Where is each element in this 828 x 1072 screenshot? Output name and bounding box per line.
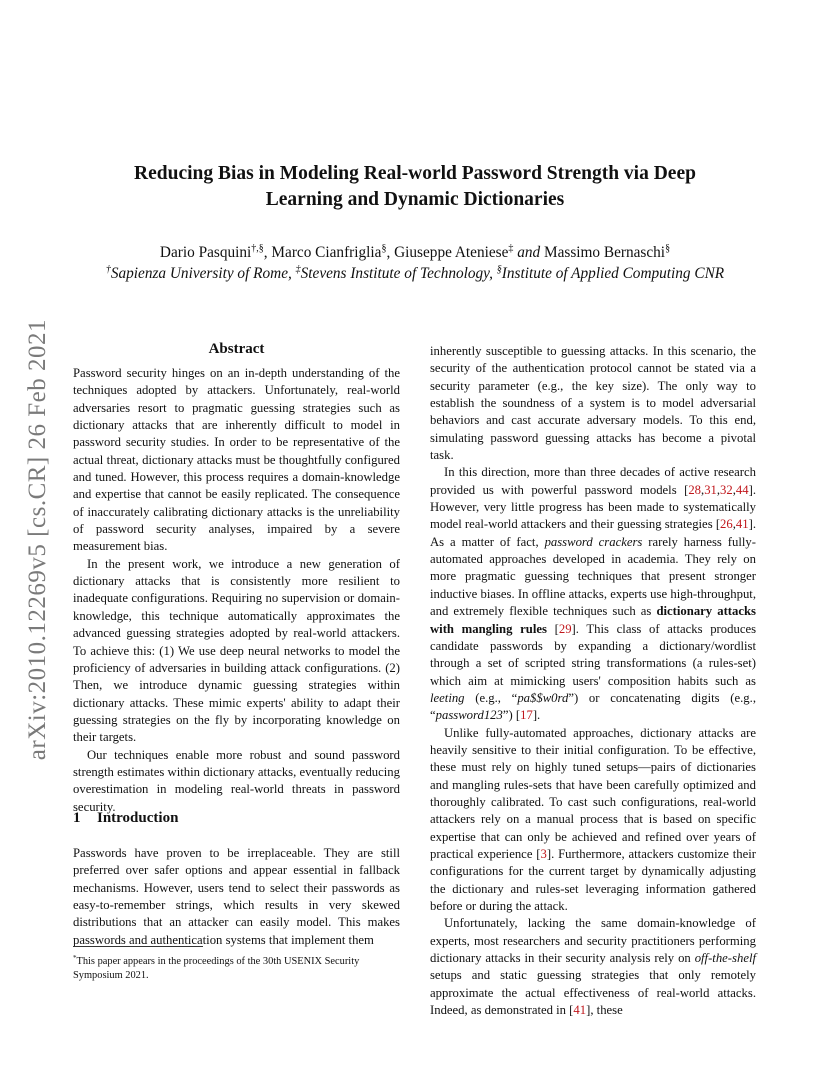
- italic-term: password123: [435, 708, 503, 723]
- body-paragraph: [430, 915, 756, 1019]
- body-paragraph: [430, 725, 756, 916]
- abstract-paragraph: In the present work, we introduce a new generation of dictionary attacks that is consistently more resilient to inadequate configurations. Requiring no supervision or domain-knowledge, this technique automatically approximates the advanced guessing strategies adopted by real-world attackers. To achieve this: (1) We use deep neural networks to model the proficiency of adversaries in building attack configurations. (2) Then, we introduce dynamic guessing strategies within dictionary attacks. These mimic experts' ability to adapt their guessing strategies on the fly by incorporating knowledge on their targets.: [73, 556, 400, 745]
- affil-mark: ‡: [295, 264, 301, 275]
- text-run: In this direction, more than three decades of active research provided us with powerful password models [: [430, 465, 756, 497]
- affiliation: Sapienza University of Rome,: [110, 265, 296, 282]
- body-paragraph: inherently susceptible to guessing attacks. In this scenario, the security of the authentication protocol cannot be stated via a security parameter (e.g., the key size). The only way to establish the soundness of a system is to model adversarial behaviors and cast accurate adversary models. To this end, simulating password guessing attacks has become a pivotal task.: [430, 344, 756, 463]
- citation-link[interactable]: 31: [704, 482, 717, 497]
- introduction-body: [73, 845, 400, 949]
- intro-paragraph: Passwords have proven to be irreplaceable. They are still preferred over safer options and appear essential in fallback mechanisms. However, users tend to select their passwords as easy-to-remember strings, which results in very skewed distributions that an attacker can easily model. This makes passwords and authentication systems that implement them: [73, 846, 400, 947]
- citation-link[interactable]: 41: [573, 1003, 587, 1018]
- abstract-body: [73, 365, 400, 816]
- abstract-paragraph: Password security hinges on an in-depth understanding of the techniques adopted by attackers. Unfortunately, real-world adversaries resort to pragmatic guessing strategies such as dictionary attacks that are inherently difficult to model in password security studies. In order to be representative of the actual threat, dictionary attacks must be thoughtfully configured and tuned. However, this process requires a domain-knowledge and expertise that cannot be easily replicated. The consequence of inaccurately calibrating dictionary attacks is the unreliability of password security analyses, impaired by a severe measurement bias.: [73, 366, 400, 554]
- italic-term: password crackers: [544, 534, 643, 549]
- bold-term: dictionary attacks with mangling rules: [430, 604, 756, 636]
- footnote-rule: [73, 946, 203, 947]
- citation-link[interactable]: 29: [558, 621, 572, 636]
- text-run: ]. This class of attacks produces candidate passwords by expanding a dictionary/wordlist through a set of scripted string transformations (a rules-set) which aim at mimicking users' composition habits such as: [430, 621, 757, 688]
- text-run: Unfortunately, lacking the same domain-knowledge of experts, most researchers and security practitioners performing dictionary attacks in their security analysis rely on: [430, 916, 756, 966]
- arxiv-stamp: [16, 290, 60, 790]
- text-run: ]. Furthermore, attackers customize their configurations for the current target by dynamically adjusting the dictionary and rules-set leveraging information gathered before or during the attack.: [430, 846, 756, 913]
- author-name: Dario Pasquini: [159, 244, 252, 261]
- author-affil-mark: §: [381, 243, 387, 254]
- italic-term: off-the-shelf: [694, 951, 756, 966]
- abstract-heading: Abstract: [208, 341, 265, 357]
- citation-link[interactable]: 32: [720, 482, 733, 497]
- affil-mark: §: [496, 264, 502, 275]
- author-affil-mark: §: [665, 243, 671, 254]
- text-run: ].: [532, 708, 541, 723]
- citation-link[interactable]: 28: [688, 482, 702, 497]
- body-paragraph: In this direction, more than three decades of active research provided us with powerful password models [28,31,32,44]. However, very little progress has been made to systematically model real-world attackers and their guessing strategies [26,41]. As a matter of fact, password crackers rarely harness fully-automated approaches developed in academia. They rely on more pragmatic guessing techniques that present stronger inductive biases. In offline attacks, experts use high-throughput, and extremely flexible techniques such as dictionary attacks with mangling rules [29]. This class of attacks produces candidate passwords by expanding a dictionary/wordlist through a set of scripted string transformations (a rules-set) which aim at mimicking users' composition habits such as leeting (e.g., “pa$$w0rd”) or concatenating digits (e.g., “password123”) [17].: [430, 465, 757, 723]
- citation-link[interactable]: 44: [735, 482, 749, 497]
- italic-term: pa$$w0rd: [517, 690, 569, 705]
- author-name: Massimo Bernaschi: [543, 244, 666, 261]
- affiliation-line: [60, 264, 770, 284]
- footnote: [73, 952, 400, 982]
- author-affil-mark: †,§: [251, 243, 264, 254]
- affiliation: Stevens Institute of Technology,: [300, 265, 497, 282]
- text-run: rarely harness fully-automated approaches developed in academia. They rely on more pragmatic guessing techniques that present stronger inductive biases. In offline attacks, experts use high-throughput, and extremely flexible techniques such as: [430, 534, 756, 619]
- author-conjunction: and: [513, 244, 544, 261]
- section-title: Introduction: [97, 810, 179, 826]
- abstract-paragraph: Our techniques enable more robust and sound password strength estimates within dictionary attacks, eventually reducing overestimation in modeling real-world threats in password security.: [73, 747, 400, 814]
- text-run: ”) or concatenating digits (e.g., “: [430, 690, 756, 723]
- text-run: (e.g., “: [464, 690, 518, 705]
- citation-link[interactable]: 26: [720, 517, 733, 532]
- affiliation: Institute of Applied Computing CNR: [501, 265, 725, 282]
- affil-mark: †: [105, 264, 111, 275]
- text-run: setups and static guessing strategies that only remotely approximate the actual effectiveness of real-world attacks. Indeed, as demonstrated in [: [430, 968, 756, 1018]
- footnote-text: This paper appears in the proceedings of the 30th USENIX Security Symposium 2021.: [73, 956, 360, 981]
- author-line: [80, 243, 750, 263]
- text-run: Unlike fully-automated approaches, dictionary attacks are heavily sensitive to their initial configuration. To be effective, these must rely on highly tuned setups—pairs of dictionaries and mangling rules-sets that have been carefully optimized and thoroughly calibrated. To cast such configurations, real-world attackers rely on a manual process that is based on specific expertise that can only be achieved and refined over years of practical experience [: [430, 725, 756, 861]
- paper-title: Reducing Bias in Modeling Real-world Password Strength via Deep Learning and Dynamic Dictionaries: [134, 163, 696, 210]
- text-run: ], these: [586, 1003, 623, 1018]
- author-name: , Giuseppe Ateniese: [386, 244, 509, 261]
- text-run: [: [546, 621, 559, 636]
- section-heading-introduction: [73, 810, 178, 827]
- italic-term: leeting: [430, 690, 465, 705]
- section-number: 1: [73, 810, 81, 826]
- author-name: , Marco Cianfriglia: [263, 244, 382, 261]
- text-run: ]. However, very little progress has been made to systematically model real-world attackers and their guessing strategies [: [430, 482, 756, 532]
- author-affil-mark: ‡: [508, 243, 514, 254]
- citation-link[interactable]: 3: [540, 846, 547, 861]
- text-run: ”) [: [502, 708, 521, 723]
- arxiv-id: arXiv:2010.12269v5 [cs.CR] 26 Feb 2021: [24, 319, 51, 761]
- citation-link[interactable]: 17: [520, 708, 533, 723]
- footnote-mark: *: [73, 954, 77, 962]
- citation-link[interactable]: 41: [735, 517, 749, 532]
- right-column: [430, 343, 756, 1019]
- text-run: ]. As a matter of fact,: [430, 517, 756, 549]
